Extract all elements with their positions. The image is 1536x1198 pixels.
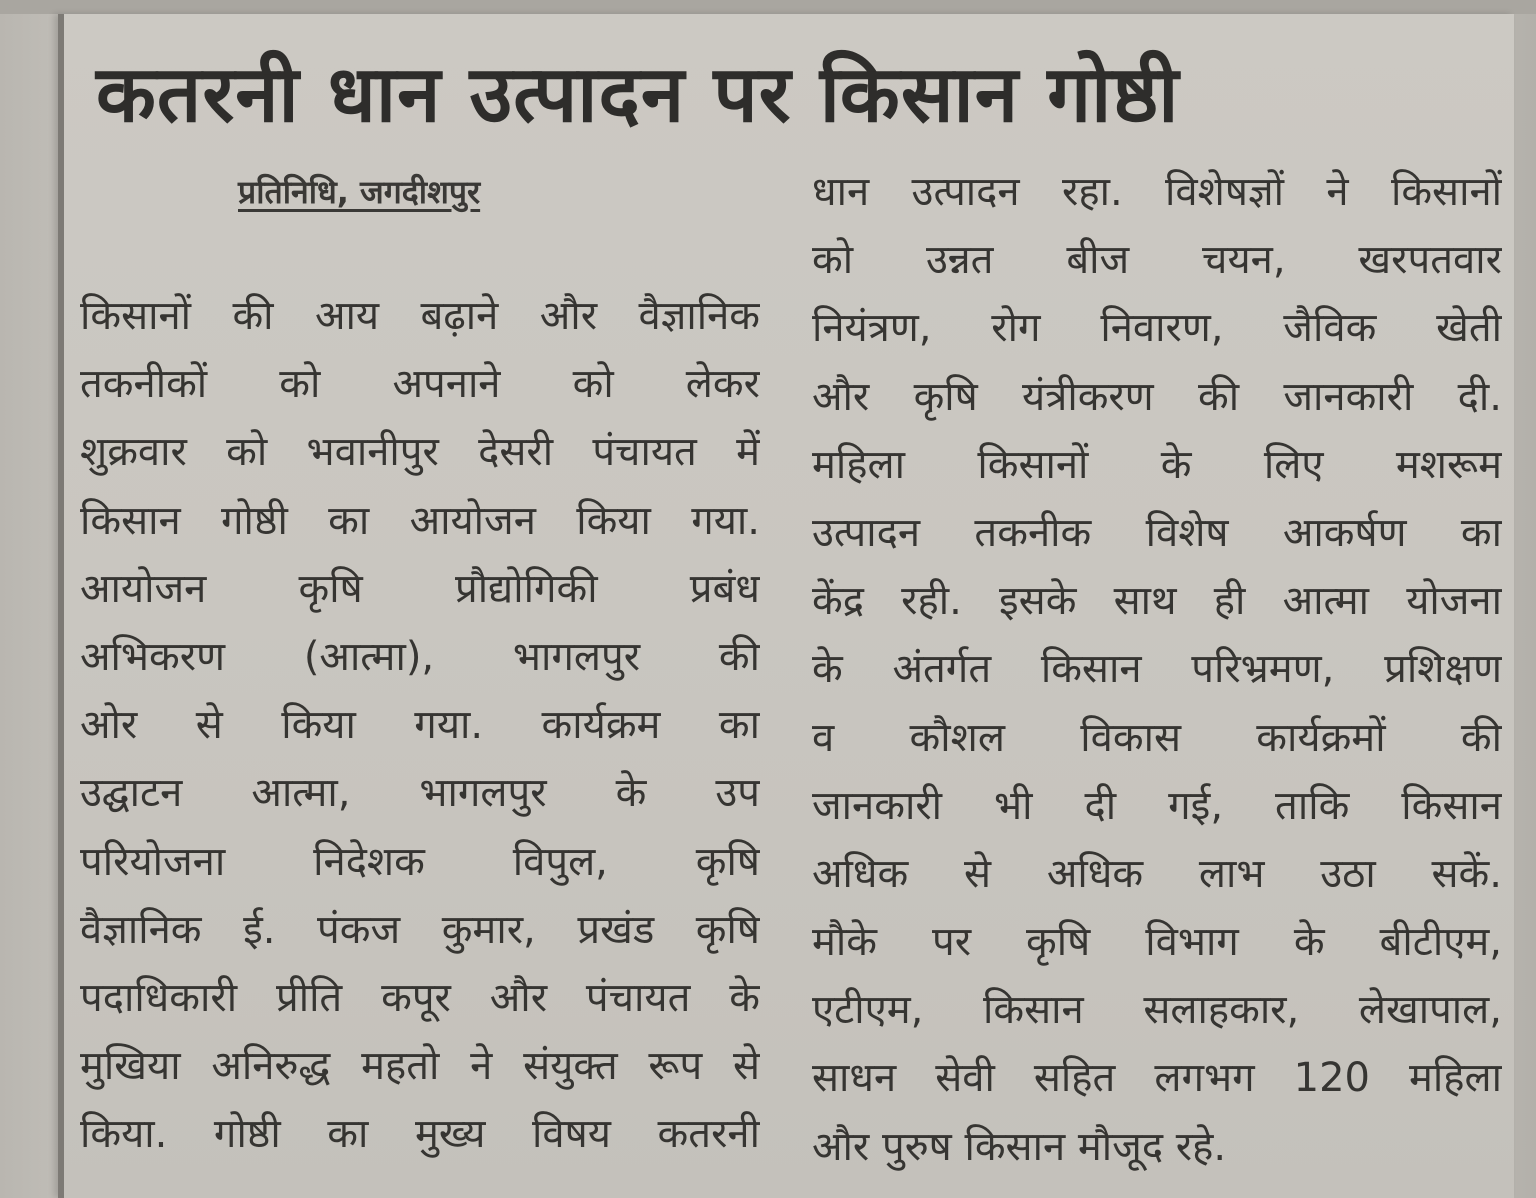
text-line: शुक्रवार को भवानीपुर देसरी पंचायत में xyxy=(80,429,760,476)
text-line: जानकारी भी दी गई, ताकि किसान xyxy=(812,782,1502,829)
paper-top-edge xyxy=(0,0,1536,14)
text-line: पदाधिकारी प्रीति कपूर और पंचायत के xyxy=(80,974,760,1021)
text-line: उत्पादन तकनीक विशेष आकर्षण का xyxy=(812,509,1502,556)
text-line: अधिक से अधिक लाभ उठा सकें. xyxy=(812,850,1502,897)
text-line: और पुरुष किसान मौजूद रहे. xyxy=(812,1123,1227,1170)
text-line: ओर से किया गया. कार्यक्रम का xyxy=(80,702,760,749)
text-line: तकनीकों को अपनाने को लेकर xyxy=(80,361,760,408)
article-byline: प्रतिनिधि, जगदीशपुर xyxy=(238,173,481,211)
text-line: केंद्र रही. इसके साथ ही आत्मा योजना xyxy=(812,578,1502,625)
text-line: और कृषि यंत्रीकरण की जानकारी दी. xyxy=(812,373,1502,420)
left-text-column xyxy=(80,282,760,1168)
text-line: परियोजना निदेशक विपुल, कृषि xyxy=(80,838,760,885)
text-line: मौके पर कृषि विभाग के बीटीएम, xyxy=(812,919,1502,966)
right-text-column xyxy=(812,158,1502,1181)
text-line: व कौशल विकास कार्यक्रमों की xyxy=(812,714,1502,761)
text-line: एटीएम, किसान सलाहकार, लेखापाल, xyxy=(812,987,1502,1034)
text-line: मुखिया अनिरुद्ध महतो ने संयुक्त रूप से xyxy=(80,1043,760,1090)
text-line: को उन्नत बीज चयन, खरपतवार xyxy=(812,237,1502,284)
text-line: आयोजन कृषि प्रौद्योगिकी प्रबंध xyxy=(80,565,760,612)
text-line: उद्घाटन आत्मा, भागलपुर के उप xyxy=(80,770,760,817)
text-line: महिला किसानों के लिए मशरूम xyxy=(812,441,1502,488)
text-line: किसानों की आय बढ़ाने और वैज्ञानिक xyxy=(80,293,760,339)
text-line: किया. गोष्ठी का मुख्य विषय कतरनी xyxy=(80,1111,760,1158)
text-line: अभिकरण (आत्मा), भागलपुर की xyxy=(80,633,760,680)
text-line: के अंतर्गत किसान परिभ्रमण, प्रशिक्षण xyxy=(812,646,1502,693)
text-line: वैज्ञानिक ई. पंकज कुमार, प्रखंड कृषि xyxy=(80,906,760,953)
article-headline: कतरनी धान उत्पादन पर किसान गोष्ठी xyxy=(96,50,1180,140)
column-rule xyxy=(58,14,64,1198)
text-line: नियंत्रण, रोग निवारण, जैविक खेती xyxy=(812,305,1502,352)
text-line: किसान गोष्ठी का आयोजन किया गया. xyxy=(80,497,760,544)
text-line: धान उत्पादन रहा. विशेषज्ञों ने किसानों xyxy=(812,169,1502,215)
text-line: साधन सेवी सहित लगभग 120 महिला xyxy=(812,1055,1502,1102)
